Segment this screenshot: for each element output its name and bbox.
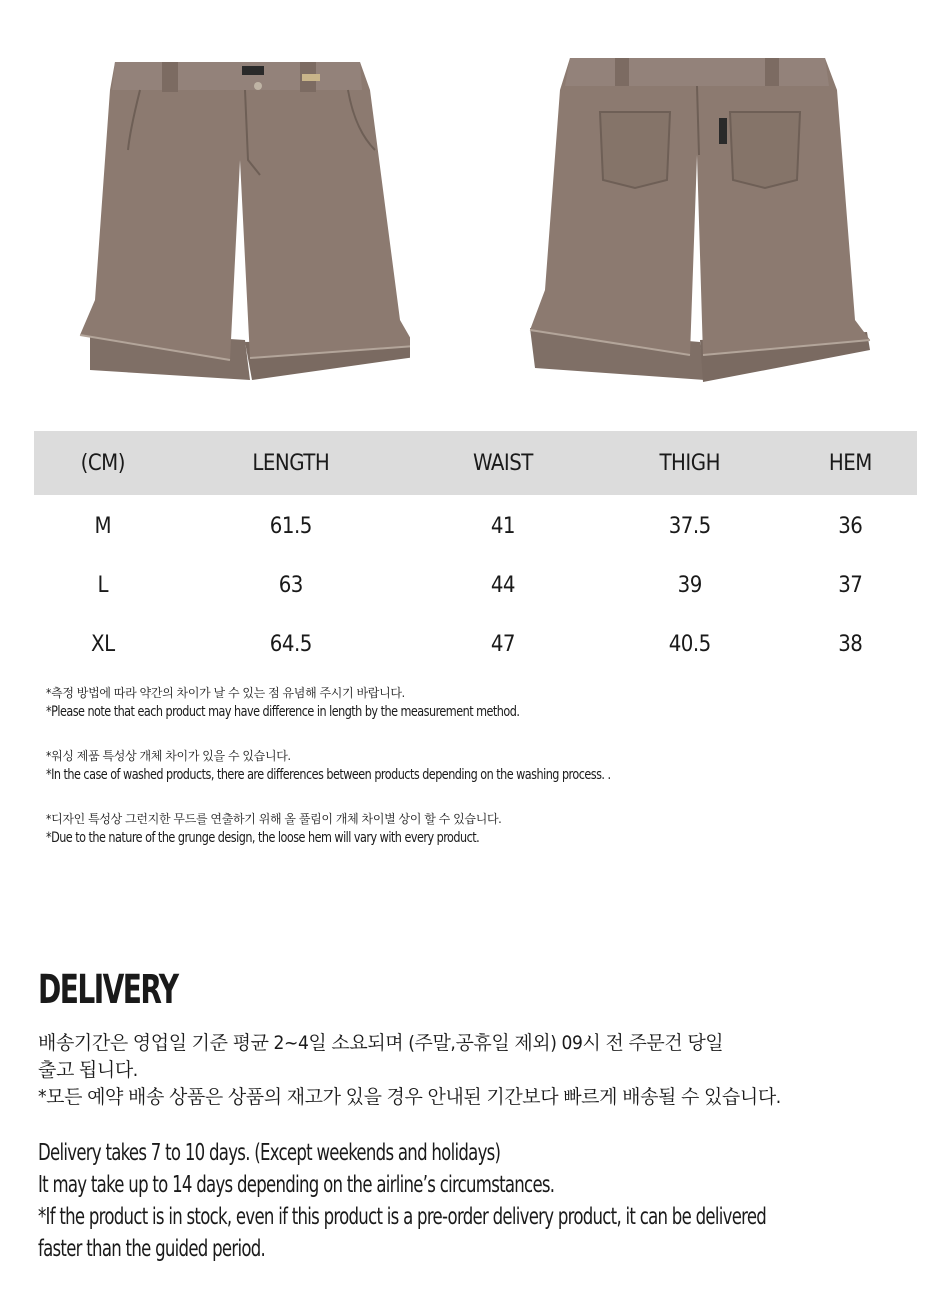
size-table [34, 431, 917, 674]
table-row [34, 615, 917, 674]
thigh-value: 39 [677, 573, 702, 598]
note-measurement [46, 685, 906, 722]
note-grunge [46, 811, 906, 848]
waist-value: 41 [490, 514, 516, 539]
header-thigh: THIGH [596, 431, 784, 495]
back-shorts-photo [525, 50, 875, 390]
delivery-en-line: Delivery takes 7 to 10 days. (Except weekends and holidays) [38, 1140, 501, 1166]
delivery-ko-line: 출고 됩니다. [38, 1059, 138, 1081]
header-hem: HEM [784, 431, 917, 495]
header-waist: WAIST [410, 431, 596, 495]
thigh-value: 40.5 [668, 632, 711, 657]
delivery-ko-text [38, 1030, 918, 1111]
delivery-ko-line: 배송기간은 영업일 기준 평균 2~4일 소요되며 (주말,공휴일 제외) 09시 전 주문건 당일 [38, 1032, 724, 1054]
note-en: *Due to the nature of the grunge design, the loose hem will vary with every product. [46, 830, 480, 846]
note-en: *In the case of washed products, there are differences between products depending on the washing process. . [46, 767, 611, 783]
hem-value: 36 [838, 514, 863, 539]
note-ko: *워싱 제품 특성상 개체 차이가 있을 수 있습니다. [46, 749, 291, 763]
note-ko: *디자인 특성상 그런지한 무드를 연출하기 위해 올 풀림이 개체 차이별 상이 할 수 있습니다. [46, 812, 502, 826]
delivery-section [38, 964, 918, 1265]
note-washing [46, 748, 906, 785]
length-value: 63 [278, 573, 303, 598]
table-row [34, 495, 917, 556]
note-ko: *측정 방법에 따라 약간의 차이가 날 수 있는 점 유념해 주시기 바랍니다. [46, 686, 405, 700]
header-unit: (CM) [34, 431, 172, 495]
front-shorts-photo [70, 50, 410, 390]
header-length: LENGTH [172, 431, 410, 495]
size-table-header-row [34, 431, 917, 495]
table-row [34, 556, 917, 615]
length-value: 64.5 [269, 632, 312, 657]
size-label: L [97, 573, 109, 598]
size-label: M [94, 514, 112, 539]
delivery-ko-line: *모든 예약 배송 상품은 상품의 재고가 있을 경우 안내된 기간보다 빠르게 배송될 수 있습니다. [38, 1086, 781, 1108]
hem-value: 37 [838, 573, 863, 598]
hem-value: 38 [838, 632, 863, 657]
measurement-notes [46, 685, 906, 874]
size-label: XL [91, 632, 115, 657]
waist-value: 47 [490, 632, 516, 657]
thigh-value: 37.5 [668, 514, 711, 539]
delivery-en-line: *If the product is in stock, even if this product is a pre-order delivery product, it can be delivered [38, 1204, 767, 1230]
length-value: 61.5 [269, 514, 312, 539]
delivery-en-line: faster than the guided period. [38, 1236, 266, 1262]
waist-value: 44 [490, 573, 516, 598]
delivery-title: DELIVERY [38, 967, 178, 1013]
delivery-en-text [38, 1137, 918, 1265]
note-en: *Please note that each product may have difference in length by the measurement method. [46, 704, 520, 720]
delivery-en-line: It may take up to 14 days depending on the airline’s circumstances. [38, 1172, 555, 1198]
